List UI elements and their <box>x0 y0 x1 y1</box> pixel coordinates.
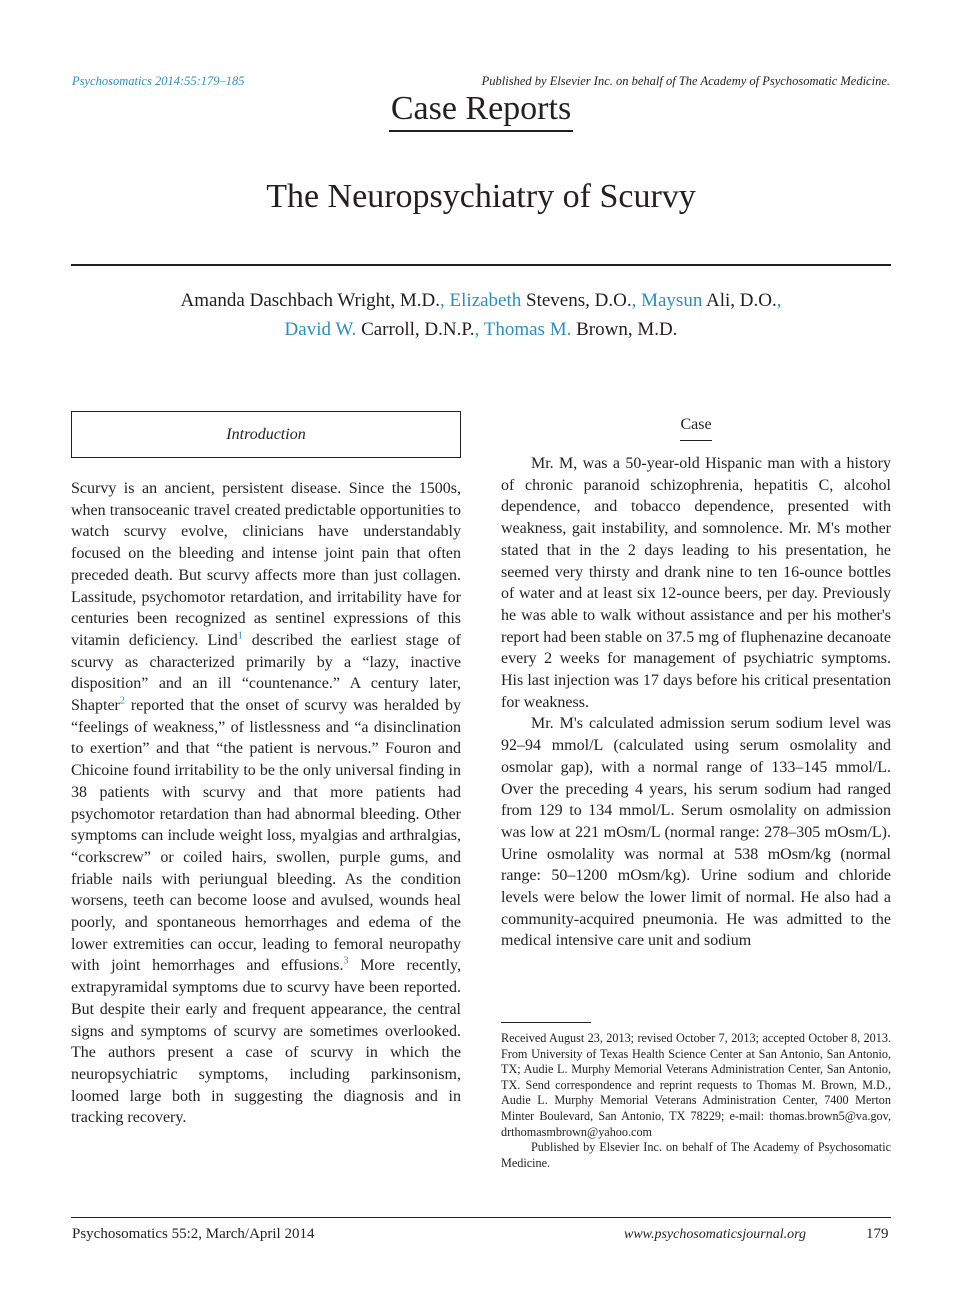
reference-2-link[interactable]: 2 <box>119 695 125 707</box>
paper-title: The Neuropsychiatry of Scurvy <box>266 178 696 215</box>
author-brown: Brown, M.D. <box>576 319 678 340</box>
section-heading-text: Case Reports <box>389 90 573 132</box>
author-wright: Amanda Daschbach Wright, M.D. <box>180 290 441 311</box>
case-heading <box>501 416 891 441</box>
text-segment: reported that the onset of scurvy was heralded by “feelings of weakness,” of listlessness and “a disinclination to exertion” and that “the patient is nervous.” Fouron and Chicoine found irritability to be the only universal finding in 38 patients with scurvy and that more patients had psychomotor retardation than had abnormal bleeding. Other symptoms can include weight loss, myalgias and arthralgias, “corkscrew” or coiled hairs, swollen, purple gums, and friable nails with periungual bleeding. As the condition worsens, teeth can become loose and avulsed, wounds heal poorly, and spontaneous hemorrhages and edema of the lower extremities can occur, leading to femoral neuropathy with joint hemorrhages and effusions. <box>71 697 461 975</box>
journal-reference[interactable]: Psychosomatics 2014:55:179–185 <box>72 74 245 88</box>
introduction-body <box>71 478 461 1129</box>
footnote-divider <box>501 1022 591 1023</box>
footnote-publisher: Published by Elsevier Inc. on behalf of The Academy of Psychosomatic Medicine. <box>501 1140 891 1170</box>
reference-1-link[interactable]: 1 <box>237 630 243 642</box>
footer-divider <box>71 1217 891 1218</box>
publisher-note: Published by Elsevier Inc. on behalf of The Academy of Psychosomatic Medicine. <box>481 74 890 88</box>
introduction-heading: Introduction <box>226 425 306 443</box>
author-separator: , <box>776 290 782 311</box>
author-separator: , <box>631 290 637 311</box>
footnote-received: Received August 23, 2013; revised October 7, 2013; accepted October 8, 2013. From University of Texas Health Science Center at San Antonio, San Antonio, TX; Audie L. Murphy Memorial Veterans Administration Center, San Antonio, TX. Send correspondence and reprint requests to Thomas M. Brown, M.D., Audie L. Murphy Memorial Veterans Administration Center, 7400 Merton Minter Boulevard, San Antonio, TX 78229; e-mail: thomas.brown5@va.gov, drthomasmbrown@yahoo.com <box>501 1031 891 1139</box>
title-divider <box>71 264 891 266</box>
introduction-heading-box <box>71 411 461 458</box>
section-heading <box>0 90 962 132</box>
author-ali-link[interactable]: Maysun <box>641 290 703 311</box>
author-carroll-link[interactable]: David W. <box>284 319 357 340</box>
case-paragraph-2: Mr. M's calculated admission serum sodium level was 92–94 mmol/L (calculated using serum osmolality and osmolar gap), with a normal range of 133–145 mmol/L. Over the preceding 4 years, his serum sodium had ranged from 129 to 134 mmol/L. Serum osmolality on admission was low at 221 mOsm/L (normal range: 278–305 mOsm/L). Urine osmolality was normal at 538 mOsm/kg (normal range: 50–1200 mOsm/kg). Urine sodium and chloride levels were below the lower limit of normal. He also had a community-acquired pneumonia. He was admitted to the medical intensive care unit and sodium <box>501 715 891 950</box>
text-segment: More recently, extrapyramidal symptoms due to scurvy have been reported. But despite their early and frequent appearance, the central signs and symptoms of scurvy are sometimes overlooked. The authors present a case of scurvy in which the neuropsychiatric symptoms, including parkinsonism, loomed large both in suggesting the diagnosis and in tracking recovery. <box>71 957 461 1127</box>
author-stevens: Stevens, D.O. <box>526 290 632 311</box>
author-ali: Ali, D.O. <box>706 290 777 311</box>
text-segment: described the earliest stage of scurvy as characterized primarily by a “lazy, inactive disposition” and an ill “countenance.” A century later, Shapter <box>71 631 462 715</box>
journal-website-link[interactable]: www.psychosomaticsjournal.org <box>624 1227 807 1242</box>
introduction-paragraph <box>71 478 461 1129</box>
article-footnote <box>501 1031 891 1171</box>
page-number: 179 <box>866 1226 889 1242</box>
reference-3-link[interactable]: 3 <box>343 956 349 968</box>
case-body <box>501 453 891 952</box>
case-paragraph-1: Mr. M, was a 50-year-old Hispanic man with a history of chronic paranoid schizophrenia, hepatitis C, alcohol dependence, and tobacco dependence, presented with weakness, gait instability, and somnolence. Mr. M's mother stated that in the 2 days leading to his presentation, he seemed very thirsty and drank nine to ten 16-ounce bottles of water and at least six 12-ounce beers, per day. Previously he was able to walk without assistance and per his mother's report had been stable on 37.5 mg of fluphenazine decanoate every 2 weeks for management of psychiatric symptoms. His last injection was 17 days before his critical presentation for weakness. <box>501 455 891 711</box>
author-brown-link[interactable]: Thomas M. <box>483 319 572 340</box>
author-stevens-link[interactable]: Elizabeth <box>449 290 522 311</box>
author-carroll: Carroll, D.N.P. <box>361 319 475 340</box>
author-separator: , <box>474 319 480 340</box>
footer-citation: Psychosomatics 55:2, March/April 2014 <box>72 1226 315 1242</box>
case-heading-text: Case <box>680 416 711 441</box>
text-segment: Scurvy is an ancient, persistent disease. Since the 1500s, when transoceanic travel created predictable opportunities to watch scurvy evolve, clinicians have understandably focused on the bleeding and intense joint pain that often preceded death. But scurvy affects more than just collagen. Lassitude, psychomotor retardation, and irritability have for centuries been recognized as sentinel expressions of this vitamin deficiency. Lind <box>71 480 461 649</box>
author-separator: , <box>440 290 445 311</box>
author-list <box>71 286 891 344</box>
